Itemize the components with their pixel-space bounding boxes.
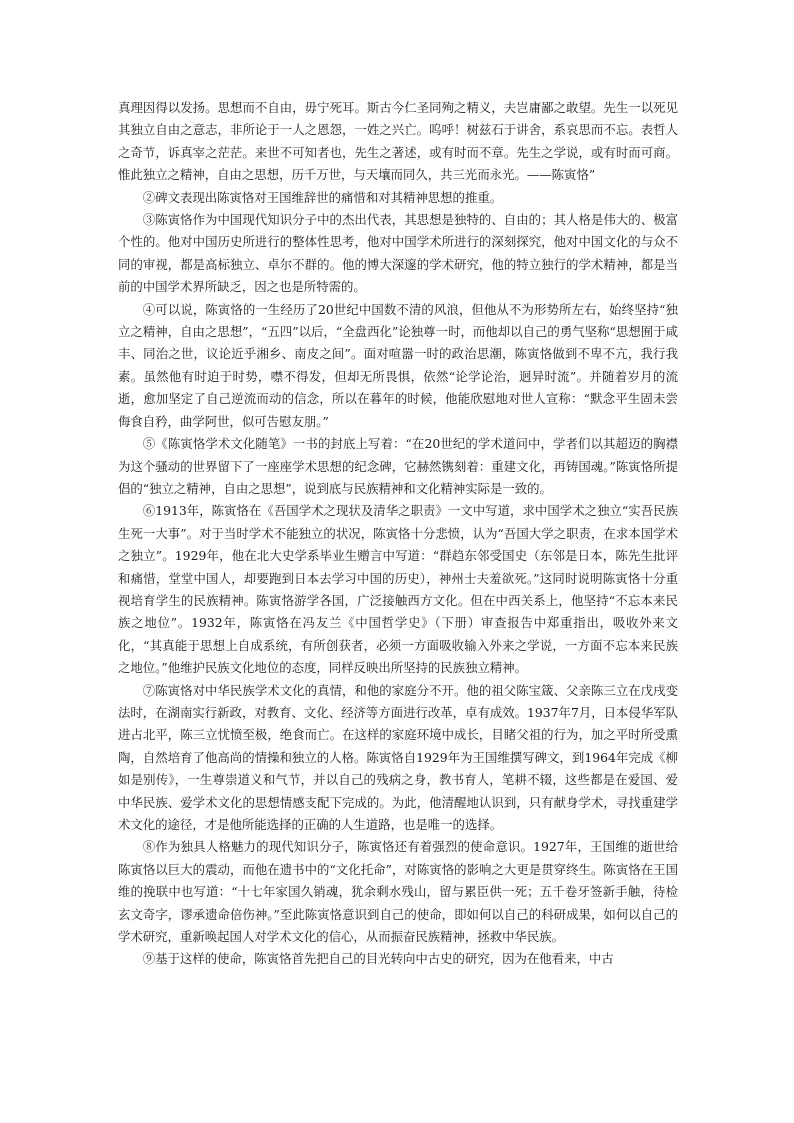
paragraph-5: ⑤《陈寅恪学术文化随笔》一书的封底上写着：“在20世纪的学术道问中，学者们以其超迈的胸襟为这个骚动的世界留下了一座座学术思想的纪念碑，它赫然镌刻着：重建文化，再铸国魂。”陈寅恪所提倡的“独立之精神，自由之思想”，说到底与民族精神和文化精神实际是一致的。 [118,436,678,496]
paragraph-9: ⑨基于这样的使命，陈寅恪首先把自己的目光转向中古史的研究，因为在他看来，中古 [142,951,614,967]
paragraph-2: ②碑文表现出陈寅恪对王国维辞世的痛惜和对其精神思想的推重。 [142,189,503,205]
paragraph-continued: 真理因得以发扬。思想而不自由，毋宁死耳。斯古今仁圣同殉之精义，夫岂庸鄙之敢望。先生一以死见其独立自由之意志，非所论于一人之恩怨，一姓之兴亡。呜呼！树兹石于讲舍，系哀思而不忘。表哲人之奇节，诉真宰之茫茫。来世不可知者也，先生之著述，或有时而不章。先生之学说，或有时而可商。惟此独立之精神，自由之思想，历千万世，与天壤而同久，共三光而永光。——陈寅恪” [118,100,678,183]
paragraph-6: ⑥1913年，陈寅恪在《吾国学术之现状及清华之职责》一文中写道，求中国学术之独立“实吾民族生死一大事”。对于当时学术不能独立的状况，陈寅恪十分悲愤，认为“吾国大学之职责，在求本国学术之独立”。1929年，他在北大史学系毕业生赠言中写道：“群趋东邻受国史（东邻是日本，陈先生批评和痛惜，堂堂中国人，却要跑到日本去学习中国的历史），神州士夫羞欲死。”这同时说明陈寅恪十分重视培育学生的民族精神。陈寅恪游学各国，广泛接触西方文化。但在中西关系上，他坚持“不忘本来民族之地位”。1932年，陈寅恪在冯友兰《中国哲学史》（下册）审查报告中郑重指出，吸收外来文化，“其真能于思想上自成系统，有所创获者，必须一方面吸收输入外来之学说，一方面不忘本来民族之地位。”他维护民族文化地位的态度，同样反映出所坚持的民族独立精神。 [118,503,678,676]
article-body [118,97,678,971]
paragraph-4: ④可以说，陈寅恪的一生经历了20世纪中国数不清的风浪，但他从不为形势所左右，始终坚持“独立之精神，自由之思想”，“五四”以后，“全盘西化”论独尊一时，而他却以自己的勇气坚称“思想囿于咸丰、同治之世，议论近乎湘乡、南皮之间”。面对喧嚣一时的政治思潮，陈寅恪做到不卑不亢，我行我素。虽然他有时迫于时势，噤不得发，但却无所畏惧，依然“论学论治，迥异时流”。并随着岁月的流逝，愈加坚定了自己逆流而动的信念，所以在暮年的时候，他能欣慰地对世人宣称：“默念平生固未尝侮食自矜，曲学阿世，似可告慰友朋。” [118,301,678,429]
paragraph-8: ⑧作为独具人格魅力的现代知识分子，陈寅恪还有着强烈的使命意识。1927年，王国维的逝世给陈寅恪以巨大的震动，而他在遗书中的“文化托命”，对陈寅恪的影响之大更是贯穿终生。陈寅恪在王国维的挽联中也写道：“十七年家国久销魂，犹余剩水残山，留与累臣供一死；五千卷牙签新手触，待检玄文奇字，谬承遗命倍伤神。”至此陈寅恪意识到自己的使命，即如何以自己的科研成果，如何以自己的学术研究，重新唤起国人对学术文化的信心，从而振奋民族精神，拯救中华民族。 [118,839,678,945]
paragraph-3: ③陈寅恪作为中国现代知识分子中的杰出代表，其思想是独特的、自由的；其人格是伟大的、极富个性的。他对中国历史所进行的整体性思考，他对中国学术所进行的深刻探究，他对中国文化的与众不同的审视，都是高标独立、卓尔不群的。他的博大深邃的学术研究，他的特立独行的学术精神，都是当前的中国学术界所缺乏，因之也是所特需的。 [118,212,678,295]
paragraph-7: ⑦陈寅恪对中华民族学术文化的真情，和他的家庭分不开。他的祖父陈宝箴、父亲陈三立在戊戌变法时，在湖南实行新政，对教育、文化、经济等方面进行改革，卓有成效。1937年7月，日本侵华军队进占北平，陈三立忧愤至极，绝食而亡。在这样的家庭环境中成长，目睹父祖的行为，加之平时所受熏陶，自然培育了他高尚的情操和独立的人格。陈寅恪自1929年为王国维撰写碑文，到1964年完成《柳如是别传》，一生尊崇道义和气节，并以自己的残病之身，教书育人，笔耕不辍，这些都是在爱国、爱中华民族、爱学术文化的思想情感支配下完成的。为此，他清醒地认识到，只有献身学术，寻找重建学术文化的途径，才是他所能选择的正确的人生道路，也是唯一的选择。 [118,682,678,832]
